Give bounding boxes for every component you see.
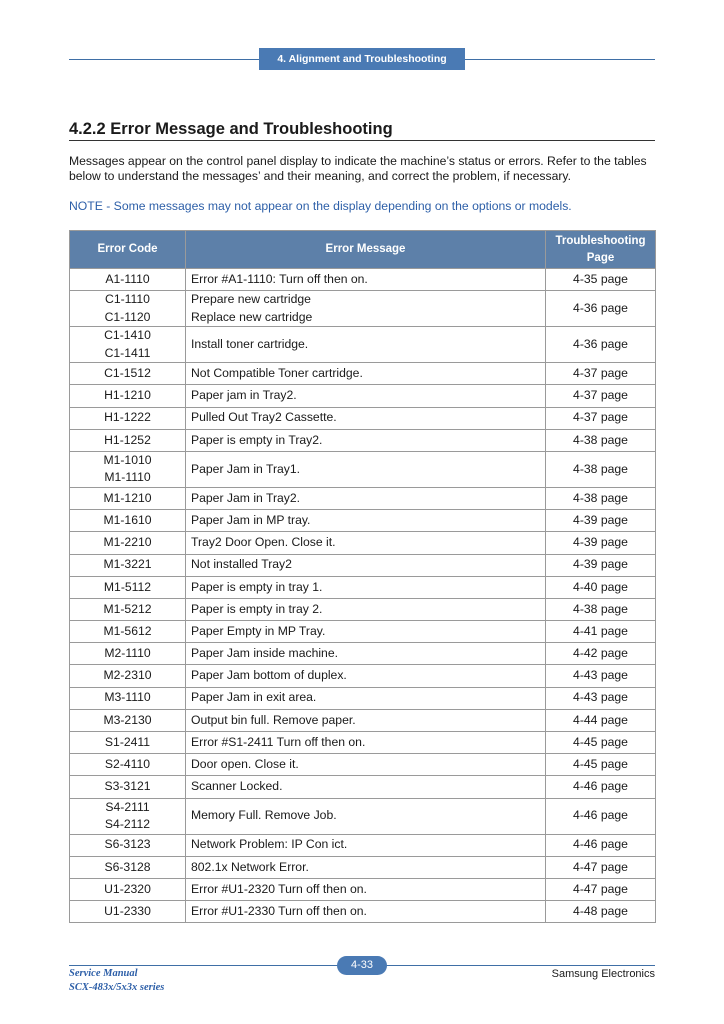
header-page-line1: Troubleshooting [555,234,646,247]
table-row [70,878,656,900]
table-row [70,532,656,554]
troubleshooting-page-cell: 4-48 page [546,901,656,923]
error-code-cell-line: S3-3121 [104,779,151,794]
error-code-cell-line: S1-2411 [104,734,151,749]
error-message-cell-line: Paper Empty in MP Tray. [191,623,326,638]
error-code-cell [70,487,186,509]
error-code-cell-line: H1-1210 [104,388,151,403]
error-message-cell-line: Output bin full. Remove paper. [191,712,356,727]
table-row [70,643,656,665]
error-message-cell-line: Error #A1-1110: Turn off then on. [191,271,368,286]
error-code-cell [70,291,186,327]
intro-paragraph: Messages appear on the control panel display to indicate the machine’s status or errors. Refer to the tables below to understand the messages’ and their meaning, and correct the problem, if necessary. [69,154,647,183]
error-message-cell-line: Paper Jam inside machine. [191,646,338,661]
table-row [70,621,656,643]
error-code-cell-line: M1-1610 [103,512,152,527]
error-code-cell [70,856,186,878]
error-message-cell-line: Paper Jam in Tray1. [191,461,301,476]
error-code-cell [70,643,186,665]
troubleshooting-page-cell: 4-37 page [546,407,656,429]
troubleshooting-page-cell: 4-36 page [546,327,656,363]
error-message-cell-line: Network Problem: IP Con ict. [191,837,348,852]
error-message-cell [186,291,546,327]
error-message-cell [186,487,546,509]
troubleshooting-page-cell: 4-45 page [546,732,656,754]
error-code-cell [70,776,186,798]
error-code-cell-line: H1-1222 [104,410,151,425]
error-code-cell [70,798,186,834]
error-message-cell-line: Not Compatible Toner cartridge. [191,366,363,381]
troubleshooting-page-cell: 4-44 page [546,709,656,731]
footer-company: Samsung Electronics [551,968,655,980]
troubleshooting-page-cell: 4-35 page [546,269,656,291]
error-code-cell [70,363,186,385]
error-message-cell [186,407,546,429]
error-code-cell-line: M1-5612 [103,623,152,638]
column-header-error-code: Error Code [70,231,186,269]
table-row [70,385,656,407]
error-code-cell [70,532,186,554]
troubleshooting-page-cell: 4-41 page [546,621,656,643]
error-code-cell [70,665,186,687]
error-message-cell [186,621,546,643]
troubleshooting-page-cell: 4-39 page [546,532,656,554]
error-message-cell-line: Tray2 Door Open. Close it. [191,535,336,550]
error-message-cell [186,598,546,620]
error-message-cell-line: Pulled Out Tray2 Cassette. [191,410,337,425]
table-row [70,451,656,487]
table-row [70,363,656,385]
error-message-cell [186,901,546,923]
error-message-cell [186,856,546,878]
error-message-cell-line: 802.1x Network Error. [191,859,309,874]
error-code-cell [70,554,186,576]
error-code-cell-line: M1-2210 [103,535,152,550]
error-code-cell [70,510,186,532]
error-message-cell-line: Door open. Close it. [191,757,299,772]
page-number-badge: 4-33 [337,956,387,975]
error-message-cell-line: Error #U1-2320 Turn off then on. [191,881,367,896]
error-code-cell-line: U1-2330 [104,903,151,918]
error-code-cell [70,451,186,487]
error-message-cell-line: Paper Jam in MP tray. [191,512,311,527]
error-message-cell [186,732,546,754]
page-title: 4.2.2 Error Message and Troubleshooting [69,119,655,141]
error-code-cell-line: M3-1110 [104,690,151,705]
error-message-cell-line: Paper is empty in tray 2. [191,601,323,616]
troubleshooting-page-cell: 4-38 page [546,598,656,620]
troubleshooting-page-cell: 4-46 page [546,834,656,856]
error-code-cell-line: A1-1110 [105,271,150,286]
table-row [70,510,656,532]
error-code-cell [70,709,186,731]
error-code-cell [70,687,186,709]
table-row [70,732,656,754]
table-row [70,269,656,291]
troubleshooting-page-cell: 4-38 page [546,451,656,487]
table-row [70,598,656,620]
error-code-cell-line: M1-3221 [103,557,152,572]
troubleshooting-page-cell: 4-46 page [546,776,656,798]
table-row [70,834,656,856]
troubleshooting-page-cell: 4-37 page [546,363,656,385]
error-code-cell-line: S6-3128 [104,859,151,874]
error-code-cell-line: S4-2111 [105,799,150,814]
error-message-cell-line: Memory Full. Remove Job. [191,808,337,823]
error-code-cell-line: M1-1210 [103,490,152,505]
troubleshooting-page-cell: 4-46 page [546,798,656,834]
error-code-cell-line: M1-5112 [103,579,152,594]
error-message-cell-line: Error #S1-2411 Turn off then on. [191,734,366,749]
troubleshooting-page-cell: 4-43 page [546,687,656,709]
error-message-cell-line: Scanner Locked. [191,779,283,794]
table-row [70,429,656,451]
table-row [70,754,656,776]
table-row [70,798,656,834]
error-message-cell [186,665,546,687]
error-code-cell-line: M1-1110 [104,470,151,485]
footer-manual-line2: SCX-483x/5x3x series [69,982,165,993]
error-code-cell [70,576,186,598]
error-code-cell [70,269,186,291]
error-message-cell [186,451,546,487]
troubleshooting-page-cell: 4-37 page [546,385,656,407]
troubleshooting-page-cell: 4-38 page [546,429,656,451]
error-message-cell-line: Replace new cartridge [191,309,313,324]
error-code-cell [70,754,186,776]
error-message-cell [186,385,546,407]
error-code-cell-line: C1-1512 [104,366,151,381]
error-message-cell [186,643,546,665]
error-message-cell [186,709,546,731]
table-row [70,901,656,923]
error-code-cell [70,598,186,620]
column-header-error-message: Error Message [186,231,546,269]
troubleshooting-page-cell: 4-45 page [546,754,656,776]
error-code-cell [70,385,186,407]
error-table-body [70,269,656,923]
troubleshooting-page-cell: 4-39 page [546,510,656,532]
troubleshooting-page-cell: 4-42 page [546,643,656,665]
error-message-cell [186,878,546,900]
table-row [70,776,656,798]
error-message-cell [186,576,546,598]
error-message-cell-line: Not installed Tray2 [191,557,292,572]
table-row [70,687,656,709]
error-message-cell [186,776,546,798]
error-message-cell-line: Paper is empty in Tray2. [191,432,323,447]
error-message-cell-line: Prepare new cartridge [191,292,311,307]
troubleshooting-page-cell: 4-38 page [546,487,656,509]
error-code-cell [70,621,186,643]
error-message-cell-line: Paper Jam bottom of duplex. [191,668,347,683]
footer-manual-title [69,967,164,995]
error-message-cell [186,834,546,856]
error-message-cell [186,269,546,291]
error-code-cell-line: H1-1252 [104,432,151,447]
error-code-cell-line: M2-1110 [104,646,151,661]
error-message-cell-line: Error #U1-2330 Turn off then on. [191,903,367,918]
table-row [70,291,656,327]
error-code-cell [70,901,186,923]
troubleshooting-page-cell: 4-36 page [546,291,656,327]
error-code-cell [70,834,186,856]
error-code-cell-line: S6-3123 [104,837,151,852]
error-code-cell-line: U1-2320 [104,881,151,896]
troubleshooting-page-cell: 4-40 page [546,576,656,598]
error-message-cell-line: Paper jam in Tray2. [191,388,297,403]
table-row [70,327,656,363]
table-header-row [70,231,656,269]
error-message-cell [186,754,546,776]
header-page-line2: Page [586,251,615,264]
error-message-cell [186,510,546,532]
error-code-cell [70,327,186,363]
error-table [69,230,656,923]
error-code-cell-line: S2-4110 [104,757,151,772]
error-code-cell [70,407,186,429]
table-row [70,576,656,598]
error-code-cell-line: M3-2130 [103,712,152,727]
error-code-cell-line: C1-1411 [104,345,151,360]
troubleshooting-page-cell: 4-39 page [546,554,656,576]
table-row [70,709,656,731]
error-code-cell-line: C1-1410 [104,328,151,343]
error-message-cell-line: Paper is empty in tray 1. [191,579,323,594]
troubleshooting-page-cell: 4-43 page [546,665,656,687]
error-message-cell-line: Install toner cartridge. [191,336,309,351]
error-code-cell [70,878,186,900]
troubleshooting-page-cell: 4-47 page [546,856,656,878]
troubleshooting-page-cell: 4-47 page [546,878,656,900]
error-message-cell [186,429,546,451]
error-code-cell [70,429,186,451]
footer-manual-line1: Service Manual [69,968,138,979]
table-row [70,487,656,509]
error-code-cell-line: C1-1120 [104,309,151,324]
column-header-troubleshooting-page [546,231,656,269]
error-message-cell [186,532,546,554]
error-message-cell [186,798,546,834]
error-message-cell [186,554,546,576]
error-code-cell [70,732,186,754]
error-message-cell [186,687,546,709]
section-header-tab: 4. Alignment and Troubleshooting [259,48,465,70]
error-code-cell-line: M1-5212 [103,601,152,616]
error-message-cell [186,363,546,385]
table-row [70,665,656,687]
table-row [70,554,656,576]
error-message-cell [186,327,546,363]
table-row [70,407,656,429]
error-code-cell-line: S4-2112 [104,817,151,832]
error-message-cell-line: Paper Jam in Tray2. [191,490,301,505]
error-message-cell-line: Paper Jam in exit area. [191,690,317,705]
note-paragraph: NOTE - Some messages may not appear on the display depending on the options or models. [69,199,572,213]
error-code-cell-line: M1-1010 [103,452,152,467]
error-code-cell-line: M2-2310 [103,668,152,683]
error-code-cell-line: C1-1110 [105,292,150,307]
table-row [70,856,656,878]
